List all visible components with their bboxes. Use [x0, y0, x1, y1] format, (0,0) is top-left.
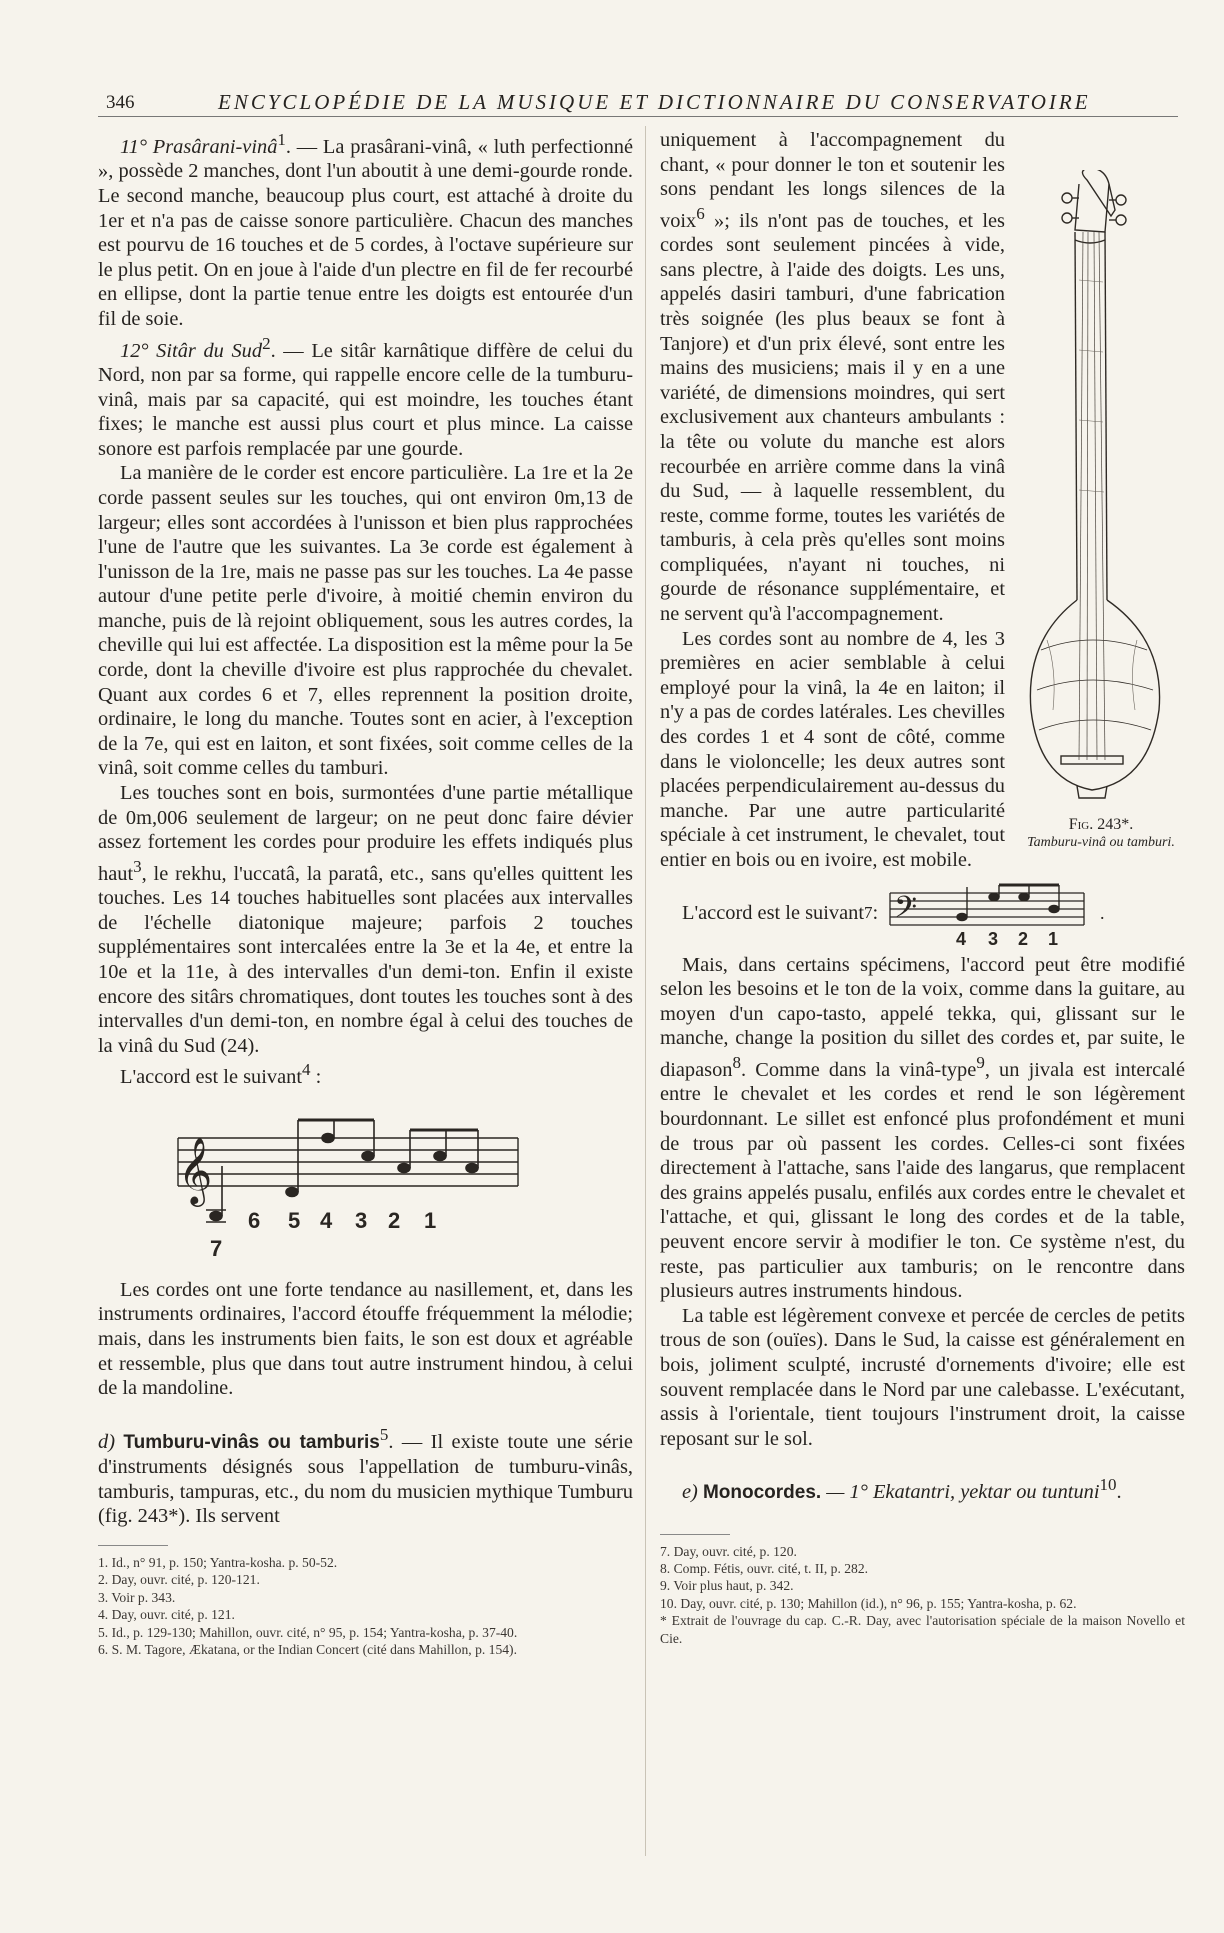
- bass-clef-icon: 𝄢: [894, 890, 918, 932]
- footnote-rule: [660, 1534, 730, 1535]
- paragraph-text: L'accord est le suivant: [120, 1066, 303, 1089]
- section-heading-monocordes: [660, 1473, 1185, 1505]
- footnote: * Extrait de l'ouvrage du cap. C.-R. Day, avec l'autorisation spéciale de la maison Novello et Cie.: [660, 1613, 1185, 1646]
- footnote-ref: 8: [732, 1052, 741, 1072]
- paragraph-nasillement: Les cordes ont une forte tendance au nasillement, et, dans les instruments ordinaires, l'accord étouffe fréquemment la mélodie; mais, dans les instruments bien faits, le son est doux et agréable et ressemble, plus que dans tout autre instrument hindou, à celui de la mandoline.: [98, 1278, 633, 1400]
- footnote-ref: 9: [976, 1052, 985, 1072]
- paragraph-prasarani: [98, 128, 633, 332]
- section-subtitle: — 1° Ekatantri, yektar ou tuntuni: [826, 1481, 1100, 1504]
- footnote: 7. Day, ouvr. cité, p. 120.: [660, 1543, 797, 1559]
- footnote-ref: 6: [696, 203, 705, 223]
- paragraph-sitar-sud: [98, 332, 633, 462]
- footnote-ref: 1: [277, 130, 286, 149]
- paragraph-text: . — Le sitâr karnâtique diffère de celui du Nord, non par sa forme, qui rappelle encore celle de la tumburu-vinâ, mais par sa capacité, qui est moindre, les touches étant fixes; le manche est aussi plus court et plus mince. La caisse sonore est parfois remplacée par une gourde.: [98, 339, 633, 460]
- footnote: 4. Day, ouvr. cité, p. 121.: [98, 1607, 235, 1623]
- section-label: d): [98, 1430, 115, 1453]
- string-number: 1: [424, 1207, 437, 1233]
- staff-svg: [98, 1098, 633, 1268]
- footnote: 5. Id., p. 129-130; Mahillon, ouvr. cité, n° 95, p. 154; Yantra-kosha, p. 37-40.: [98, 1624, 518, 1640]
- paragraph-table: La table est légèrement convexe et percée de cercles de petits trous de son (ouïes). Dans le Sud, la caisse est généralement en bois, joliment sculpté, incrusté d'ornements d'ivoire; elle est souvent remplacée dans le Nord par une calebasse. L'exécutant, assis à l'orientale, tient toujours l'instrument droit, la caisse reposant sur le sol.: [660, 1304, 1185, 1450]
- figure-number: Fig. 243*.: [1068, 816, 1134, 833]
- string-number: 3: [988, 928, 999, 949]
- paragraph-text: Les touches sont en bois, surmontées d'une partie métallique de 0m,006 seulement de largeur; on ne peut donc faire dévier assez fortement les cordes pour produire les effets indiqués plus haut: [98, 782, 633, 885]
- tamburi-illustration: [1017, 170, 1185, 810]
- footnote: 9. Voir plus haut, p. 342.: [660, 1578, 794, 1594]
- running-title: ENCYCLOPÉDIE DE LA MUSIQUE ET DICTIONNAIRE DU CONSERVATOIRE: [218, 90, 1091, 114]
- figure-caption: [1017, 816, 1185, 852]
- footnote: 3. Voir p. 343.: [98, 1589, 176, 1605]
- right-column: [660, 128, 1185, 1647]
- paragraph-text: , un jivala est intercalé entre le chevalet et les cordes et rend le son légèrement bourdonnant. Le sillet est enfoncé plus profondément et muni de trous par où passent les cordes. Celles-ci sont fixées directement à l'attache, sans l'aide des langarus, que remplacent des grains appelés pusalu, enfilés aux cordes entre le chevalet et l'attache, et qui, glissant le long des cordes et de la table, peuvent encore servir à modifier le ton. Ce système n'est, du reste, pas particulier aux tamburis; on le rencontre dans plusieurs autres instruments hindous.: [660, 1058, 1185, 1303]
- figure-243: [1017, 170, 1185, 858]
- svg-text:.: .: [1100, 902, 1105, 923]
- bass-staff-notation: [884, 879, 1144, 949]
- string-number: 4: [956, 928, 967, 949]
- footnote: 6. S. M. Tagore, Ækatana, or the Indian Concert (cité dans Mahillon, p. 154).: [98, 1641, 517, 1657]
- treble-staff-notation: [98, 1098, 633, 1268]
- header-rule: [98, 116, 1178, 117]
- paragraph-touches: [98, 781, 633, 1058]
- footnote-ref: 10: [1099, 1475, 1117, 1495]
- footnote: 1. Id., n° 91, p. 150; Yantra-kosha. p. 50-52.: [98, 1554, 338, 1570]
- section-heading-tamburis: [98, 1423, 633, 1529]
- treble-clef-icon: 𝄞: [178, 1135, 213, 1204]
- running-header: [98, 88, 1178, 116]
- string-number: 1: [1048, 928, 1059, 949]
- left-column: [98, 128, 633, 1658]
- string-number: 5: [288, 1207, 301, 1233]
- paragraph-text: uniquement à l'accompagnement du chant, « pour donner le ton et soutenir les sons pendant les longs silences de la voix: [660, 129, 1005, 232]
- section-label: e): [682, 1481, 698, 1504]
- column-divider: [645, 126, 646, 1856]
- paragraph-text: , le rekhu, l'uccatâ, la paratâ, etc., sans qu'elles quittent les touches. Les 14 touches habituelles sont placées aux intervalles de l'échelle diatonique majeure; parfois 2 touches supplémentaires sont intercalées entre la 3e et la 4e, et entre la 10e et la 11e, à des intervalles d'un demi-ton. Enfin il existe encore des sitârs chromatiques, dont toutes les touches sont à des intervalles d'un demi-ton, en nombre égal à celui des touches de la vinâ du Sud (24).: [98, 862, 633, 1057]
- string-number-low: 7: [210, 1235, 223, 1261]
- paragraph-cordes-tamburi: Les cordes sont au nombre de 4, les 3 premières en acier semblable à celui employé pour la vinâ, la 4e en laiton; il n'y a pas de cordes latérales. Les chevilles des cordes 1 et 4 sont de côté, comme dans le violoncelle; les deux autres sont placées perpendiculairement au-dessus du manche. Par une autre particularité spéciale à cet instrument, le chevalet, tout entier en bois ou en ivoire, est mobile.: [660, 627, 1005, 872]
- footnote-rule: [98, 1545, 168, 1546]
- accord-tamburi: [660, 879, 1185, 949]
- paragraph-text: Mais, dans certains spécimens, l'accord peut être modifié selon les besoins et le ton de la voix, comme dans la guitare, au moyen d'un capo-tasto, appelé tekka, qui, glissant sur le manche, change la position du sillet des cordes et, par suite, le diapason: [660, 953, 1185, 1081]
- accord-label: L'accord est le suivant: [682, 902, 865, 925]
- paragraph-capo-tasto: [660, 953, 1185, 1304]
- paragraph-text: »; ils n'ont pas de touches, et les cordes sont seulement pincées à vide, sans plectre, à l'aide des doigts. Les uns, appelés dasiri tamburi, d'une fabrication très soignée (les plus beaux se font à Tanjore) et d'un prix élevé, sont entre les mains des musiciens; mais il y en a une variété, de dimensions moindres, qui sert exclusivement aux chanteurs ambulants : la tête ou volute du manche est alors recourbée en arrière comme dans la vinâ du Sud, — à laquelle ressemblent, du reste, comme forme, toutes les variétés de tamburis, à cela près qu'elles sont moins compliquées, n'ayant ni touches, ni gourde de résonance supplémentaire, et ne servent qu'à l'accompagnement.: [660, 209, 1005, 626]
- page-number: 346: [106, 92, 135, 113]
- footnote: 8. Comp. Fétis, ouvr. cité, t. II, p. 282.: [660, 1561, 869, 1577]
- item-label: 11° Prasârani-vinâ: [120, 135, 278, 158]
- paragraph-text: . — La prasârani-vinâ, « luth perfectionné », possède 2 manches, dont l'un aboutit à une demi-gourde ronde. Le second manche, beaucoup plus court, est attaché à droite du 1er et n'a pas de caisse sonore particulière. Chacun des manches est pourvu de 16 touches et de 5 cordes, à l'octave supérieure sur le plus petit. On en joue à l'aide d'un plectre en fil de fer recourbé en ellipse, dont la partie tenue entre les doigts est entourée d'un fil de soie.: [98, 135, 634, 330]
- paragraph-text: :: [310, 1066, 322, 1089]
- paragraph-cordage: La manière de le corder est encore particulière. La 1re et la 2e corde passent seules sur les touches, qui ont environ 0m,13 de largeur; elles sont accordées à l'unisson et bien plus rapprochées l'une de l'autre que les suivantes. La 3e corde est également à l'unisson de la 1re, mais ne passe pas sur les touches. La 4e passe autour d'une petite perle d'ivoire, à moitié chemin environ du manche, puis de là rejoint obliquement, sous les autres cordes, la cheville qui lui est affectée. La disposition est la même pour la 5e corde, dont la cheville d'ivoire est plus rapprochée du chevalet. Quant aux cordes 6 et 7, elles reprennent la position droite, ordinaire, le long du manche. Toutes sont en acier, à l'exception de la 7e, qui est en laiton, et sont fixées, soit comme celles de la vinâ, soit comme celles du tamburi.: [98, 462, 633, 780]
- footnote-ref: 5: [379, 1424, 389, 1444]
- section-title: Monocordes.: [702, 1482, 822, 1504]
- accord-label-end: :: [872, 902, 879, 925]
- footnote-ref: 2: [262, 333, 271, 353]
- footnote: 10. Day, ouvr. cité, p. 130; Mahillon (id.), n° 96, p. 155; Yantra-kosha, p. 62.: [660, 1595, 1077, 1611]
- footnote-ref: 4: [302, 1060, 311, 1080]
- figure-caption-text: Tamburu-vinâ ou tamburi.: [1027, 835, 1175, 850]
- footnote: 2. Day, ouvr. cité, p. 120-121.: [98, 1572, 260, 1588]
- string-number: 2: [1018, 928, 1029, 949]
- item-label: 12° Sitâr du Sud: [120, 339, 263, 362]
- footnote-ref: 7: [864, 903, 873, 923]
- string-number: 6: [248, 1207, 261, 1233]
- paragraph-text: . Comme dans la vinâ-type: [740, 1058, 977, 1081]
- string-number: 4: [320, 1207, 333, 1233]
- paragraph-accord: [98, 1058, 633, 1089]
- string-number: 2: [388, 1207, 401, 1233]
- paragraph-text: . — Il existe toute une série d'instruments désignés sous l'appellation de tumburu-vinâs, tamburis, tampuras, etc., du nom du musicien mythique Tumburu (fig. 243*). Ils servent: [98, 1430, 633, 1528]
- section-title: Tumburu-vinâs ou tamburis: [123, 1431, 380, 1453]
- footnote-ref: 3: [133, 856, 142, 876]
- string-number: 3: [355, 1207, 368, 1233]
- section-end: .: [1116, 1481, 1122, 1504]
